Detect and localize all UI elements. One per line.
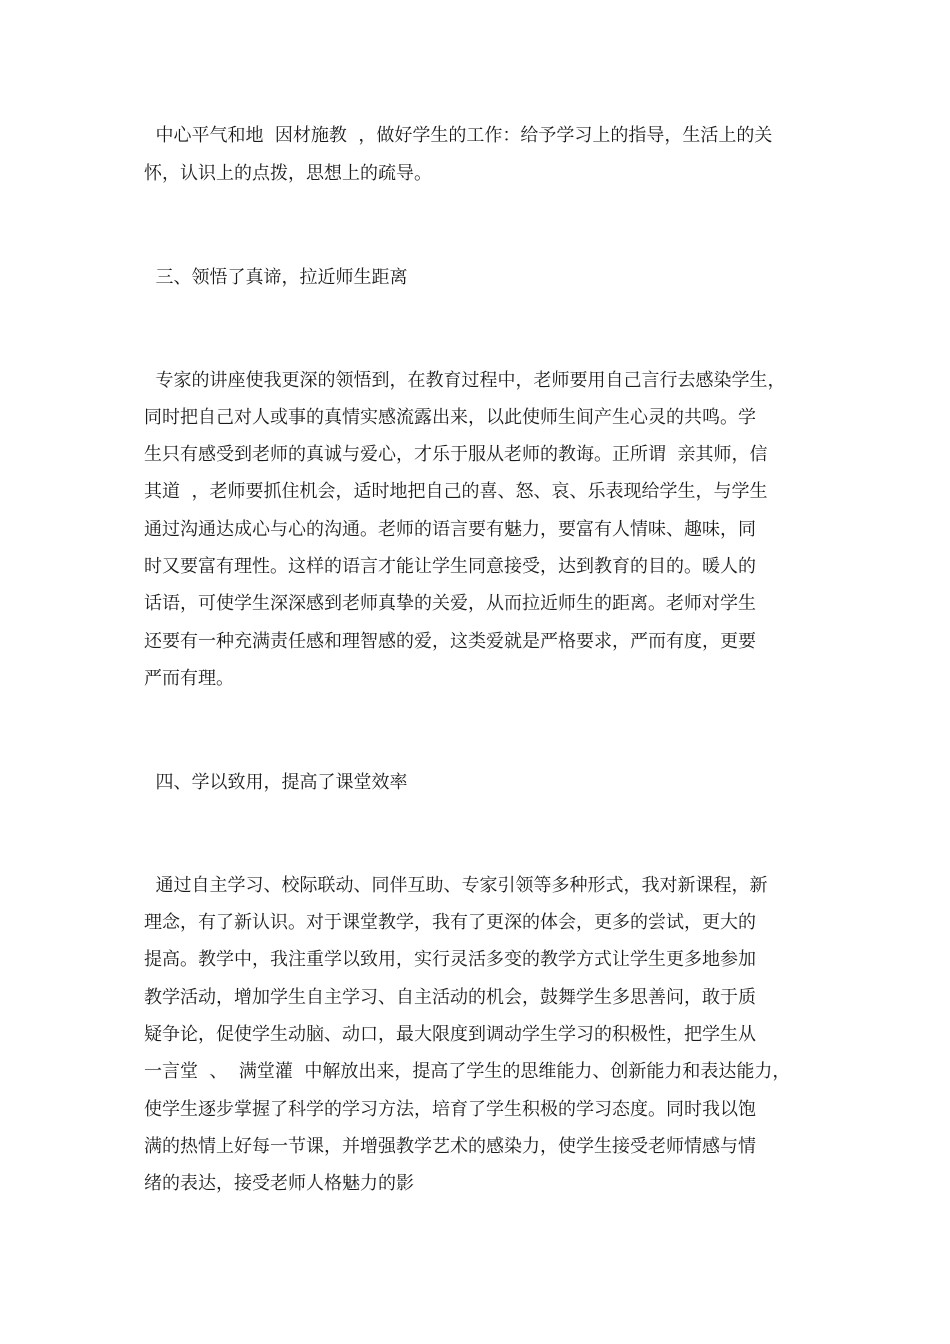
text-line: 一言堂 、 满堂灌 中解放出来，提高了学生的思维能力、创新能力和表达能力， bbox=[144, 1061, 791, 1082]
text-line: 疑争论，促使学生动脑、动口，最大限度到调动学生学习的积极性，把学生从 bbox=[144, 1024, 756, 1045]
text-line: 专家的讲座使我更深的领悟到，在教育过程中，老师要用自己言行去感染学生， bbox=[144, 370, 786, 391]
text-line: 中心平气和地 因材施教 ，做好学生的工作：给予学习上的指导，生活上的关 bbox=[144, 125, 773, 146]
text-line: 严而有理。 bbox=[144, 668, 234, 689]
text-line: 怀，认识上的点拨，思想上的疏导。 bbox=[144, 163, 432, 184]
text-line: 教学活动，增加学生自主学习、自主活动的机会，鼓舞学生多思善问，敢于质 bbox=[144, 987, 756, 1008]
text-line: 使学生逐步掌握了科学的学习方法，培育了学生积极的学习态度。同时我以饱 bbox=[144, 1099, 756, 1120]
section-heading-3: 三、领悟了真谛，拉近师生距离 bbox=[144, 267, 408, 288]
text-line: 还要有一种充满责任感和理智感的爱，这类爱就是严格要求，严而有度，更要 bbox=[144, 631, 756, 652]
text-line: 话语，可使学生深深感到老师真挚的关爱，从而拉近师生的距离。老师对学生 bbox=[144, 593, 756, 614]
text-line: 理念，有了新认识。对于课堂教学，我有了更深的体会，更多的尝试，更大的 bbox=[144, 912, 756, 933]
text-line: 时又要富有理性。这样的语言才能让学生同意接受，达到教育的目的。暖人的 bbox=[144, 556, 756, 577]
text-line: 同时把自己对人或事的真情实感流露出来，以此使师生间产生心灵的共鸣。学 bbox=[144, 407, 756, 428]
text-line: 通过沟通达成心与心的沟通。老师的语言要有魅力，要富有人情味、趣味，同 bbox=[144, 519, 756, 540]
text-line: 提高。教学中，我注重学以致用，实行灵活多变的教学方式让学生更多地参加 bbox=[144, 949, 756, 970]
text-line: 生只有感受到老师的真诚与爱心，才乐于服从老师的教诲。正所谓 亲其师，信 bbox=[144, 444, 768, 465]
text-line: 通过自主学习、校际联动、同伴互助、专家引领等多种形式，我对新课程，新 bbox=[144, 875, 768, 896]
section-heading-4: 四、学以致用，提高了课堂效率 bbox=[144, 772, 408, 793]
text-line: 满的热情上好每一节课，并增强教学艺术的感染力，使学生接受老师情感与情 bbox=[144, 1136, 756, 1157]
text-line: 绪的表达，接受老师人格魅力的影 bbox=[144, 1173, 414, 1194]
text-line: 其道 ，老师要抓住机会，适时地把自己的喜、怒、哀、乐表现给学生，与学生 bbox=[144, 481, 768, 502]
